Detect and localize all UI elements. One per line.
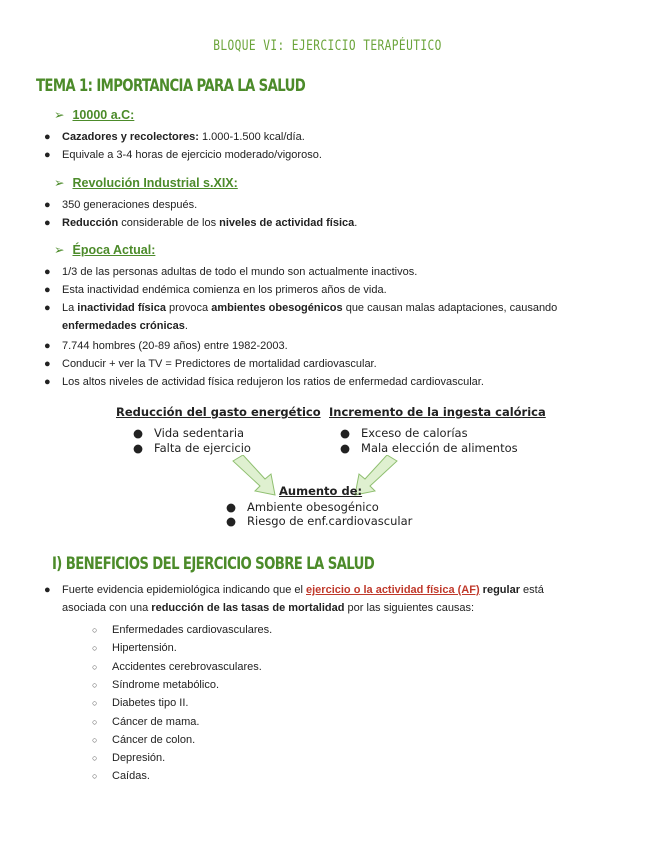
bullet-dot-icon: ● <box>44 358 51 370</box>
list-item <box>44 281 387 299</box>
list-item <box>92 767 150 785</box>
diagram-right-item <box>340 426 468 440</box>
bullet-bold: ambientes obesogénicos <box>211 302 343 314</box>
diagram-left-item <box>133 441 251 455</box>
bullet-dot-icon: ● <box>226 514 237 528</box>
list-item <box>44 355 377 373</box>
bullet-text: Esta inactividad endémica comienza en los primeros años de vida. <box>62 284 387 296</box>
list-item <box>44 128 305 146</box>
diagram-result-item <box>226 500 379 514</box>
list-item <box>92 749 166 767</box>
intro-bold: regular <box>479 584 520 596</box>
diagram-result-item <box>226 514 412 528</box>
intro-bold: reducción de las tasas de mortalidad <box>151 602 345 614</box>
bullet-bold: enfermedades crónicas <box>62 320 185 332</box>
bullet-text: provoca <box>165 302 212 314</box>
bullet-dot-icon: ● <box>226 500 237 514</box>
bullet-text: 350 generaciones después. <box>62 199 198 211</box>
bullet-dot-icon: ● <box>44 266 51 278</box>
cause-text: Diabetes tipo II. <box>112 697 189 709</box>
intro-text: por las siguientes causas: <box>344 602 475 614</box>
diagram-item-text: Falta de ejercicio <box>154 441 251 455</box>
bullet-bold: niveles de actividad física <box>219 217 355 229</box>
diagram-item-text: Ambiente obesogénico <box>247 500 379 514</box>
bullet-text: 1.000-1.500 kcal/día. <box>198 131 305 143</box>
diagram-item-text: Vida sedentaria <box>154 426 245 440</box>
intro-text: Fuerte evidencia epidemiológica indicando que el <box>62 584 306 596</box>
list-item <box>92 676 219 694</box>
bullet-text: La <box>62 302 78 314</box>
diagram-left-title: Reducción del gasto energético <box>116 405 321 419</box>
list-item <box>92 694 189 712</box>
circle-bullet-icon: ○ <box>92 698 98 708</box>
arrow-bullet-icon: ➢ <box>54 243 65 257</box>
cause-text: Accidentes cerebrovasculares. <box>112 661 262 673</box>
diagram-right-title: Incremento de la ingesta calórica <box>329 405 546 419</box>
subheading-revolucion-industrial <box>54 175 238 190</box>
bullet-text: considerable de los <box>118 217 220 229</box>
subheading-10000ac <box>54 107 134 122</box>
diagram-left-item <box>133 426 244 440</box>
bullet-bold: inactividad física <box>77 302 166 314</box>
section-i-intro <box>44 581 622 617</box>
bullet-dot-icon: ● <box>133 426 144 440</box>
list-item <box>44 214 358 232</box>
subheading-text: Época Actual: <box>72 243 156 257</box>
bullet-dot-icon: ● <box>44 284 51 296</box>
intro-text: está <box>519 584 544 596</box>
bullet-dot-icon: ● <box>44 199 51 211</box>
circle-bullet-icon: ○ <box>92 625 98 635</box>
list-item <box>44 299 622 335</box>
cause-text: Hipertensión. <box>112 642 177 654</box>
bullet-dot-icon: ● <box>340 426 351 440</box>
list-item <box>92 658 262 676</box>
diagram-item-text: Exceso de calorías <box>361 426 468 440</box>
intro-text: asociada con una <box>62 602 152 614</box>
bullet-text: que causan malas adaptaciones, causando <box>342 302 558 314</box>
bullet-dot-icon: ● <box>44 131 51 143</box>
subheading-text: 10000 a.C: <box>72 108 135 122</box>
list-item <box>44 337 288 355</box>
circle-bullet-icon: ○ <box>92 643 98 653</box>
arrow-bullet-icon: ➢ <box>54 176 65 190</box>
bullet-dot-icon: ● <box>44 340 51 352</box>
diagram-item-text: Riesgo de enf.cardiovascular <box>247 514 413 528</box>
list-item <box>92 639 177 657</box>
cause-text: Cáncer de colon. <box>112 734 196 746</box>
circle-bullet-icon: ○ <box>92 735 98 745</box>
circle-bullet-icon: ○ <box>92 753 98 763</box>
tema-heading: TEMA 1: IMPORTANCIA PARA LA SALUD <box>36 76 306 96</box>
cause-text: Síndrome metabólico. <box>112 679 219 691</box>
bullet-text: 7.744 hombres (20-89 años) entre 1982-2003. <box>62 340 288 352</box>
bullet-text: . <box>354 217 358 229</box>
subheading-text: Revolución Industrial s.XIX: <box>72 176 238 190</box>
bullet-dot-icon: ● <box>44 376 51 388</box>
list-item <box>44 373 484 391</box>
cause-text: Depresión. <box>112 752 166 764</box>
list-item <box>92 731 196 749</box>
list-item <box>44 196 198 214</box>
bullet-text: Conducir + ver la TV = Predictores de mortalidad cardiovascular. <box>62 358 377 370</box>
bullet-dot-icon: ● <box>44 302 51 314</box>
bullet-dot-icon: ● <box>340 441 351 455</box>
section-i-heading: I) BENEFICIOS DEL EJERCICIO SOBRE LA SALUD <box>52 554 375 574</box>
cause-text: Caídas. <box>112 770 150 782</box>
circle-bullet-icon: ○ <box>92 662 98 672</box>
list-item <box>44 263 418 281</box>
diagram-item-text: Mala elección de alimentos <box>361 441 518 455</box>
bullet-text: . <box>184 320 188 332</box>
subheading-epoca-actual <box>54 242 155 257</box>
bullet-dot-icon: ● <box>44 584 51 596</box>
bullet-dot-icon: ● <box>44 217 51 229</box>
cause-text: Enfermedades cardiovasculares. <box>112 624 273 636</box>
arrow-down-right-icon <box>233 455 275 495</box>
cause-text: Cáncer de mama. <box>112 716 200 728</box>
bullet-text: Los altos niveles de actividad física redujeron los ratios de enfermedad cardiovascular. <box>62 376 484 388</box>
block-title: BLOQUE VI: EJERCICIO TERAPÉUTICO <box>213 38 442 54</box>
bullet-text: 1/3 de las personas adultas de todo el mundo son actualmente inactivos. <box>62 266 418 278</box>
bullet-bold: Reducción <box>62 217 119 229</box>
bullet-bold: Cazadores y recolectores: <box>62 131 199 143</box>
bullet-dot-icon: ● <box>133 441 144 455</box>
list-item <box>92 621 273 639</box>
highlight-ejercicio: ejercicio o la actividad física (AF) <box>306 584 480 596</box>
list-item <box>44 146 322 164</box>
circle-bullet-icon: ○ <box>92 680 98 690</box>
diagram-right-item <box>340 441 518 455</box>
diagram-result-title: Aumento de: <box>279 484 363 498</box>
arrow-bullet-icon: ➢ <box>54 108 65 122</box>
bullet-text: Equivale a 3-4 horas de ejercicio moderado/vigoroso. <box>62 149 322 161</box>
circle-bullet-icon: ○ <box>92 717 98 727</box>
bullet-dot-icon: ● <box>44 149 51 161</box>
circle-bullet-icon: ○ <box>92 771 98 781</box>
list-item <box>92 713 200 731</box>
